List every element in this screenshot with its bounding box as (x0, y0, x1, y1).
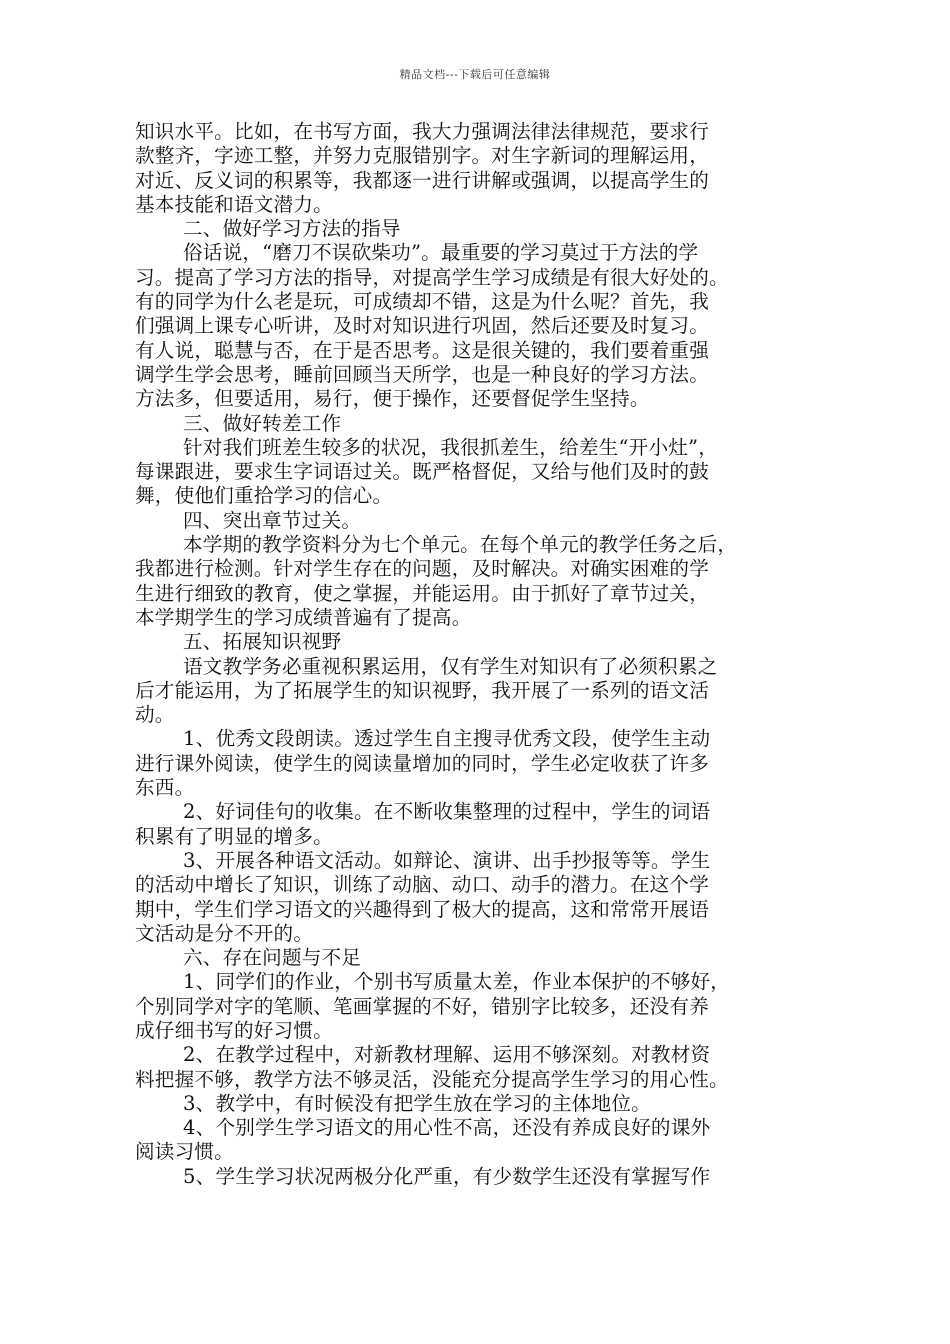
text-line: 5、学生学习状况两极分化严重，有少数学生还没有掌握写作 (183, 1164, 711, 1188)
text-line: 语文教学务必重视积累运用，仅有学生对知识有了必须积累之 (183, 654, 718, 678)
text-line: 六、存在问题与不足 (183, 946, 362, 970)
document-body (135, 120, 825, 1189)
text-line: 2、好词佳句的收集。在不断收集整理的过程中，学生的词语 (183, 800, 711, 824)
text-line: 料把握不够，教学方法不够灵活，没能充分提高学生学习的用心性。 (135, 1067, 729, 1091)
text-line: 俗话说，“磨刀不误砍柴功”。最重要的学习莫过于方法的学 (183, 241, 699, 265)
text-line: 舞，使他们重拾学习的信心。 (135, 484, 393, 508)
text-line: 2、在教学过程中，对新教材理解、运用不够深刻。对教材资 (183, 1043, 711, 1067)
text-line: 三、做好转差工作 (183, 411, 342, 435)
text-line: 成仔细书写的好习惯。 (135, 1018, 333, 1042)
text-line: 们强调上课专心听讲，及时对知识进行巩固，然后还要及时复习。 (135, 314, 710, 338)
text-line: 对近、反义词的积累等，我都逐一进行讲解或强调，以提高学生的 (135, 168, 710, 192)
text-line: 1、优秀文段朗读。透过学生自主搜寻优秀文段，使学生主动 (183, 727, 711, 751)
text-line: 四、突出章节过关。 (183, 508, 362, 532)
text-line: 有的同学为什么老是玩，可成绩却不错，这是为什么呢？首先，我 (135, 290, 710, 314)
text-line: 二、做好学习方法的指导 (183, 217, 401, 241)
text-line: 1、同学们的作业，个别书写质量太差，作业本保护的不够好， (183, 970, 731, 994)
text-line: 针对我们班差生较多的状况，我很抓差生，给差生“开小灶”， (183, 435, 719, 459)
page-header: 精品文档---下载后可任意编辑 (399, 68, 551, 81)
text-line: 东西。 (135, 776, 195, 800)
text-line: 3、开展各种语文活动。如辩论、演讲、出手抄报等等。学生 (183, 848, 711, 872)
text-line: 4、个别学生学习语文的用心性不高，还没有养成良好的课外 (183, 1116, 711, 1140)
text-line: 3、教学中，有时候没有把学生放在学习的主体地位。 (183, 1091, 651, 1115)
text-line: 阅读习惯。 (135, 1140, 234, 1164)
text-line: 习。提高了学习方法的指导，对提高学生学习成绩是有很大好处的。 (135, 265, 729, 289)
text-line: 积累有了明显的增多。 (135, 824, 333, 848)
text-line: 的活动中增长了知识，训练了动脑、动口、动手的潜力。在这个学 (135, 873, 710, 897)
text-line: 动。 (135, 703, 175, 727)
text-line: 个别同学对字的笔顺、笔画掌握的不好，错别字比较多，还没有养 (135, 994, 710, 1018)
text-line: 本学期学生的学习成绩普遍有了提高。 (135, 605, 472, 629)
text-line: 调学生学会思考，睡前回顾当天所学，也是一种良好的学习方法。 (135, 362, 710, 386)
text-line: 我都进行检测。针对学生存在的问题，及时解决。对确实困难的学 (135, 557, 710, 581)
text-line: 本学期的教学资料分为七个单元。在每个单元的教学任务之后， (183, 533, 738, 557)
text-line: 五、拓展知识视野 (183, 630, 342, 654)
text-line: 款整齐，字迹工整，并努力克服错别字。对生字新词的理解运用， (135, 144, 710, 168)
text-line: 方法多，但要适用，易行，便于操作，还要督促学生坚持。 (135, 387, 650, 411)
text-line: 生进行细致的教育，使之掌握，并能运用。由于抓好了章节过关， (135, 581, 710, 605)
text-line: 后才能运用，为了拓展学生的知识视野，我开展了一系列的语文活 (135, 678, 710, 702)
text-line: 进行课外阅读，使学生的阅读量增加的同时，学生必定收获了许多 (135, 751, 710, 775)
text-line: 知识水平。比如，在书写方面，我大力强调法律法律规范，要求行 (135, 120, 710, 143)
text-line: 基本技能和语文潜力。 (135, 192, 333, 216)
text-line: 文活动是分不开的。 (135, 921, 314, 945)
text-line: 每课跟进，要求生字词语过关。既严格督促，又给与他们及时的鼓 (135, 460, 710, 484)
text-line: 期中，学生们学习语文的兴趣得到了极大的提高，这和常常开展语 (135, 897, 710, 921)
text-line: 有人说，聪慧与否，在于是否思考。这是很关键的，我们要着重强 (135, 338, 710, 362)
